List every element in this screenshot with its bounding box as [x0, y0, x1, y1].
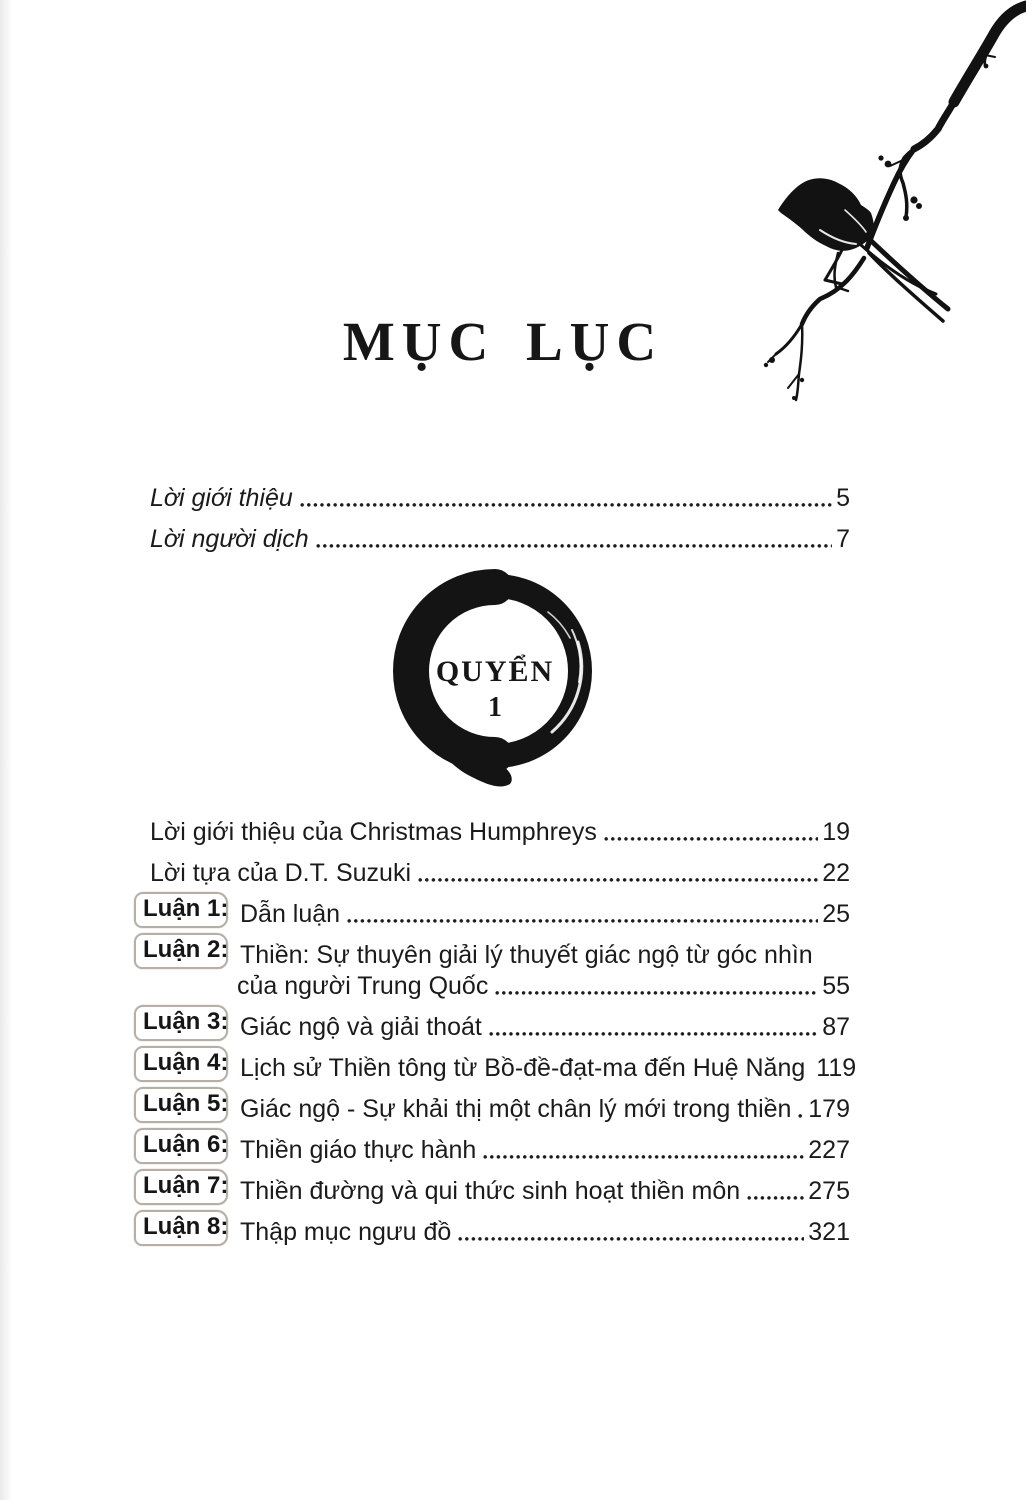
entry-title-continued: của người Trung Quốc: [237, 972, 489, 1000]
dot-leader: [347, 918, 818, 924]
chapter-label: Luận 6:: [134, 1128, 228, 1164]
toc-entry-luan-1: [134, 894, 850, 935]
dot-leader: [300, 502, 832, 508]
dot-leader: [604, 836, 818, 842]
entry-title: Lời tựa của D.T. Suzuki: [150, 859, 412, 887]
entry-page: 179: [808, 1095, 850, 1123]
toc-entry-humphreys: [134, 812, 850, 853]
chapter-label: Luận 4:: [134, 1046, 228, 1082]
entry-title: Thiền: Sự thuyên giải lý thuyết giác ngộ từ góc nhìn: [240, 941, 813, 969]
dot-leader: [495, 990, 818, 996]
entry-page: 119: [816, 1054, 857, 1082]
entry-page: 19: [822, 818, 850, 846]
entry-title: Giác ngộ và giải thoát: [240, 1013, 482, 1041]
toc-entry-suzuki: [134, 853, 850, 894]
entry-title: Giác ngộ - Sự khải thị một chân lý mới trong thiền: [240, 1095, 792, 1123]
badge-line2: 1: [488, 692, 502, 723]
dot-leader: [489, 1031, 818, 1037]
dot-leader: [483, 1154, 804, 1160]
toc-entry-luan-3: [134, 1007, 850, 1048]
chapter-label: Luận 3:: [134, 1005, 228, 1041]
entry-page: 25: [822, 900, 850, 928]
chapter-label: Luận 5:: [134, 1087, 228, 1123]
front-matter-list: [134, 478, 850, 560]
toc-entry-luan-2-line2: [134, 972, 850, 1007]
toc-entry-loi-gioi-thieu: [134, 478, 850, 519]
dot-leader: [418, 877, 818, 883]
entry-page: 227: [808, 1136, 850, 1164]
book1-toc-list: [134, 812, 857, 1253]
chapter-label: Luận 8:: [134, 1210, 228, 1246]
page-title: MỤC LỤC: [342, 311, 664, 372]
toc-entry-luan-7: [134, 1171, 850, 1212]
toc-entry-luan-8: [134, 1212, 850, 1253]
entry-title: Lịch sử Thiền tông từ Bồ-đề-đạt-ma đến Huệ Năng: [240, 1054, 806, 1082]
entry-title: Lời giới thiệu: [150, 484, 293, 512]
entry-page: 5: [836, 484, 850, 512]
dot-leader: [798, 1113, 804, 1119]
dot-leader: [458, 1236, 804, 1242]
chapter-label: Luận 2:: [134, 933, 228, 969]
entry-title: Thập mục ngưu đồ: [240, 1218, 452, 1246]
entry-page: 55: [822, 972, 850, 1000]
entry-title: Thiền giáo thực hành: [240, 1136, 477, 1164]
dot-leader: [747, 1195, 804, 1201]
entry-page: 22: [822, 859, 850, 887]
chapter-label: Luận 7:: [134, 1169, 228, 1205]
entry-page: 87: [822, 1013, 850, 1041]
entry-title: Lời người dịch: [150, 525, 309, 553]
toc-entry-luan-4: [134, 1048, 857, 1089]
entry-title: Lời giới thiệu của Christmas Humphreys: [150, 818, 597, 846]
dot-leader: [316, 543, 832, 549]
entry-title: Dẫn luận: [240, 900, 341, 928]
chapter-label: Luận 1:: [134, 892, 228, 928]
toc-entry-luan-5: [134, 1089, 850, 1130]
entry-title: Thiền đường và qui thức sinh hoạt thiền môn: [240, 1177, 741, 1205]
toc-entry-loi-nguoi-dich: [134, 519, 850, 560]
scan-edge-shadow: [0, 0, 12, 1500]
entry-page: 275: [808, 1177, 850, 1205]
badge-line1: QUYỂN: [435, 655, 555, 688]
enso-book1-badge: [380, 560, 614, 798]
toc-entry-luan-6: [134, 1130, 850, 1171]
entry-page: 321: [808, 1218, 850, 1246]
toc-entry-luan-2-line1: [134, 935, 850, 976]
entry-page: 7: [836, 525, 850, 553]
